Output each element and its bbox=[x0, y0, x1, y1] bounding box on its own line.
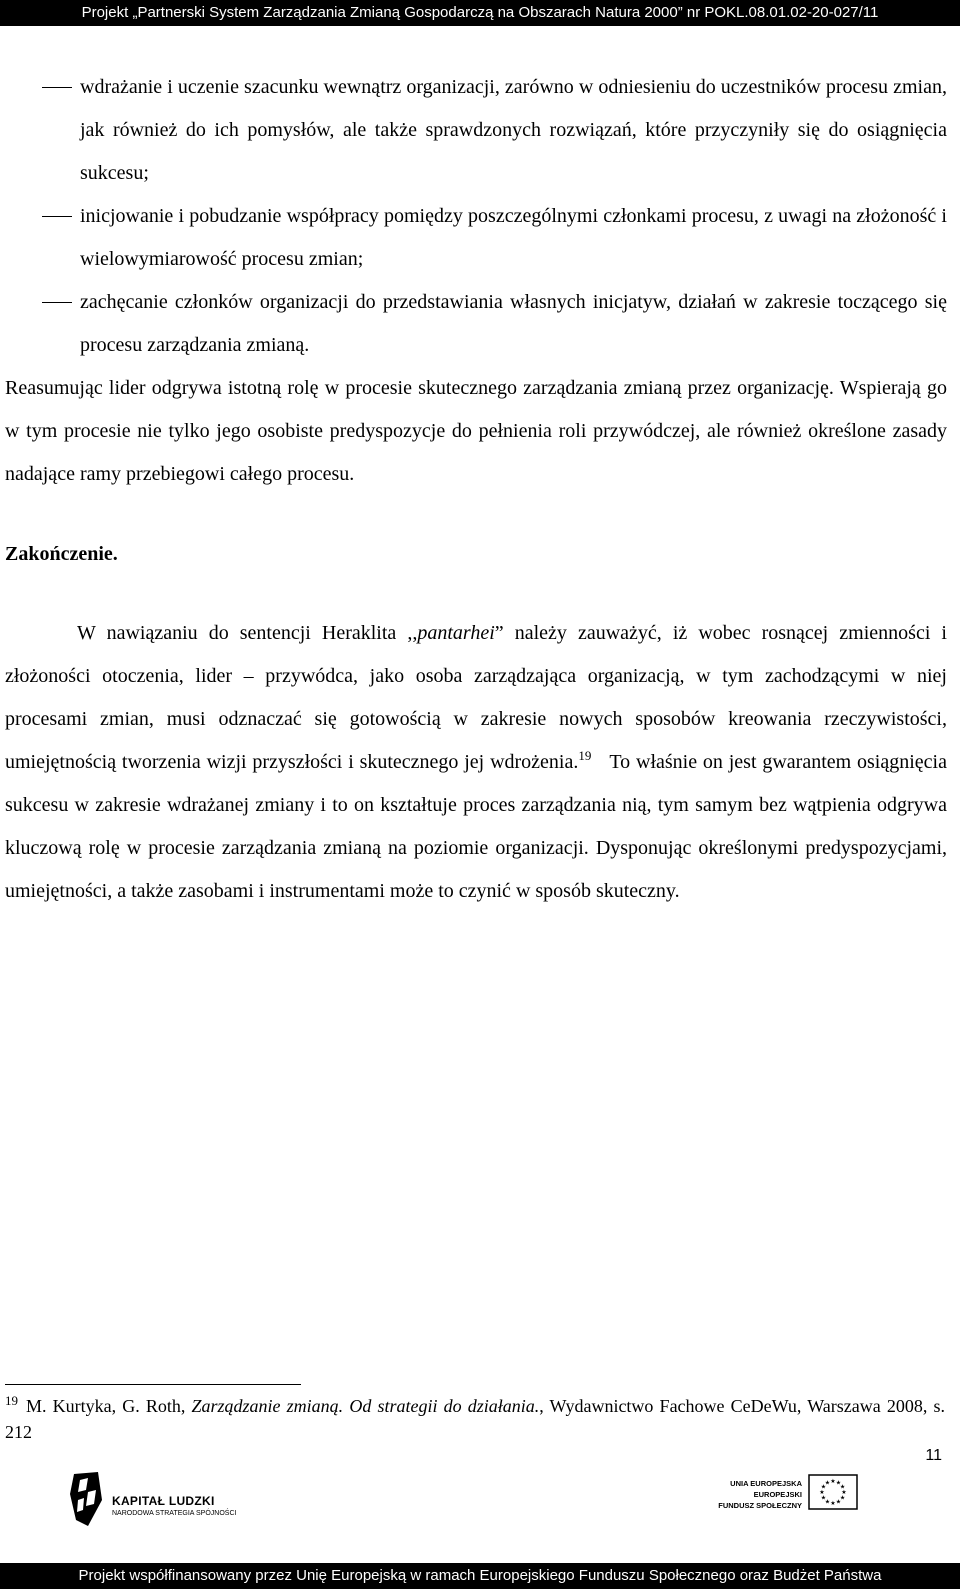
page-number: 11 bbox=[925, 1447, 942, 1464]
bullet-item bbox=[5, 281, 947, 367]
bullet-text: inicjowanie i pobudzanie współpracy pomiędzy poszczególnymi członkami procesu, z uwagi na złożoność i wielowymiarowość procesu zmian; bbox=[80, 205, 947, 270]
page-header: Projekt „Partnerski System Zarządzania Zmianą Gospodarczą na Obszarach Natura 2000” nr POKL.08.01.02-20-027/11 bbox=[0, 0, 960, 26]
bullet-item bbox=[5, 66, 947, 195]
logo-title: KAPITAŁ LUDZKI bbox=[112, 1494, 215, 1508]
eu-star-icon: ★ bbox=[830, 1479, 836, 1486]
dash-icon bbox=[42, 302, 72, 303]
eu-star-icon: ★ bbox=[819, 1490, 825, 1497]
eu-logo-text bbox=[712, 1478, 802, 1511]
footnote-title: Zarządzanie zmianą. Od strategii do działania. bbox=[191, 1396, 540, 1416]
eu-star-icon: ★ bbox=[824, 1480, 831, 1487]
eu-logo bbox=[712, 1472, 892, 1532]
quote-close: ” bbox=[494, 622, 504, 644]
page-footer: Projekt współfinansowany przez Unię Europejską w ramach Europejskiego Funduszu Społecznego oraz Budżet Państwa bbox=[0, 1563, 960, 1589]
eu-star-icon: ★ bbox=[835, 1480, 842, 1487]
eu-logo-line: EUROPEJSKI bbox=[753, 1490, 802, 1499]
bullet-text: wdrażanie i uczenie szacunku wewnątrz organizacji, zarówno w odniesieniu do uczestników procesu zmian, jak również do ich pomysłów, ale także sprawdzonych rozwiązań, które przyczyniły się do osiągnięcia sukcesu; bbox=[80, 76, 947, 184]
quoted-term: pantarhei bbox=[417, 622, 495, 644]
conclusion-text: należy zauważyć, iż wobec rosnącej zmienności i złożoności otoczenia, lider – przywódca, jako osoba zarządzająca organizacją, w tym zachodzącymi w niej procesami zmian, musi odznaczać się gotowością w zakresie nowych sposobów kreowania rzeczywistości, umiejętnością tworzenia wizji przyszłości i skutecznego jej wdrożenia. bbox=[5, 622, 947, 773]
bullet-text: zachęcanie członków organizacji do przedstawiania własnych inicjatyw, działań w zakresie toczącego się procesu zarządzania zmianą. bbox=[80, 291, 947, 356]
section-heading: Zakończenie. bbox=[5, 543, 118, 565]
eu-star-icon: ★ bbox=[835, 1499, 842, 1506]
quote-open: ,, bbox=[407, 622, 418, 644]
eu-star-icon: ★ bbox=[839, 1495, 846, 1502]
footnote-divider bbox=[5, 1384, 301, 1385]
footnote-publisher: , Wydawnictwo Fachowe CeDeWu, Warszawa 2008, s. 212 bbox=[5, 1396, 946, 1442]
eu-flag-icon bbox=[808, 1474, 858, 1510]
conclusion-text: To właśnie on jest gwarantem osiągnięcia sukcesu w zakresie wdrażanej zmiany i to on kształtuje proces zarządzania nią, tym samym bez wątpienia odgrywa kluczową rolę w procesie zarządzania zmianą na poziomie organizacji. Dysponując określonymi predyspozycjami, umiejętności, a także zasobami i instrumentami może to czynić w sposób skuteczny. bbox=[5, 751, 947, 902]
dash-icon bbox=[42, 87, 72, 88]
eu-star-icon: ★ bbox=[824, 1499, 831, 1506]
eu-logo-line: UNIA EUROPEJSKA bbox=[730, 1479, 802, 1488]
eu-star-icon: ★ bbox=[839, 1484, 846, 1491]
eu-star-icon: ★ bbox=[841, 1490, 847, 1497]
kapital-ludzki-icon bbox=[68, 1470, 106, 1528]
footnote-reference[interactable]: 19 bbox=[578, 748, 592, 764]
footnote-authors: M. Kurtyka, G. Roth, bbox=[26, 1396, 192, 1416]
eu-logo-line: FUNDUSZ SPOŁECZNY bbox=[718, 1501, 802, 1510]
footnote-number: 19 bbox=[5, 1393, 18, 1408]
conclusion-text: W nawiązaniu do sentencji Heraklita bbox=[77, 622, 408, 644]
document-body bbox=[5, 66, 947, 913]
eu-star-icon: ★ bbox=[830, 1501, 836, 1508]
dash-icon bbox=[42, 216, 72, 217]
eu-star-icon: ★ bbox=[820, 1484, 827, 1491]
logo-subtitle: NARODOWA STRATEGIA SPÓJNOŚCI bbox=[112, 1510, 237, 1517]
bullet-item bbox=[5, 195, 947, 281]
conclusion-paragraph bbox=[5, 612, 947, 913]
summary-paragraph: Reasumując lider odgrywa istotną rolę w procesie skutecznego zarządzania zmianą przez organizację. Wspierają go w tym procesie nie tylko jego osobiste predyspozycje do pełnienia roli przywódczej, ale również określone zasady nadające ramy przebiegowi całego procesu. bbox=[5, 377, 947, 485]
kapital-ludzki-logo bbox=[68, 1470, 268, 1530]
eu-star-icon: ★ bbox=[820, 1495, 827, 1502]
footnote bbox=[5, 1393, 945, 1445]
